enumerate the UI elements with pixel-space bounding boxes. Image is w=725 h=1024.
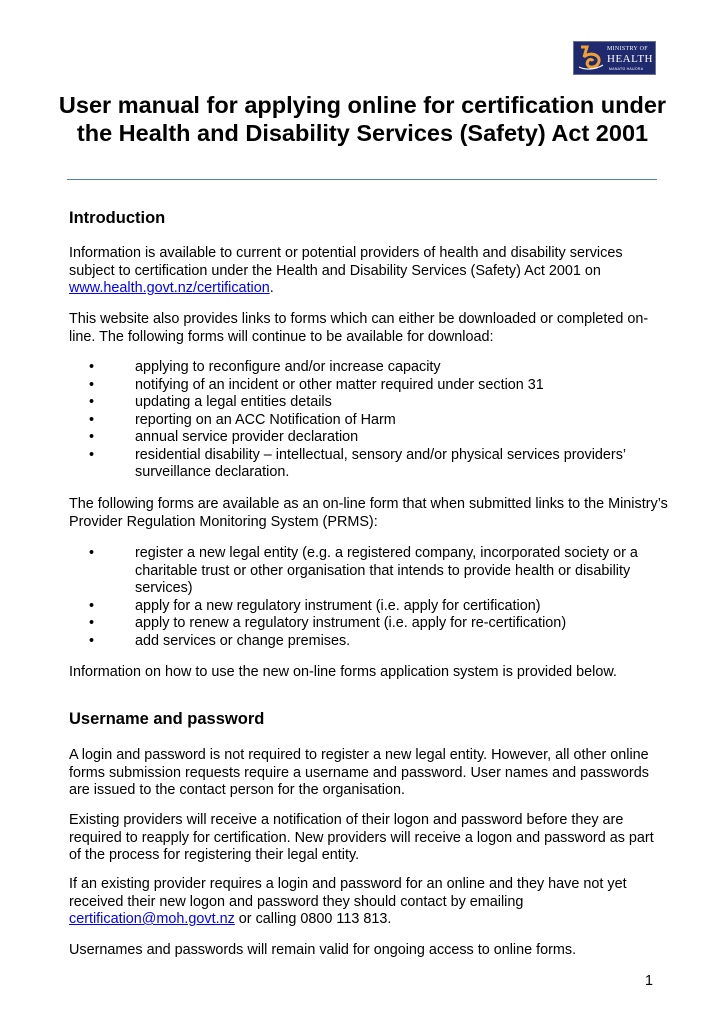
list-item-text: apply to renew a regulatory instrument (i.e. apply for re-certification) [135,615,567,631]
page-number: 1 [645,973,654,989]
intro-paragraph-1-text: Information is available to current or potential providers of health and disability services subject to certification under the Health and Disability Services (Safety) Act 2001 on [69,245,623,279]
username-paragraph-3-text: If an existing provider requires a login and password for an online and they have not yet received their new logon and password they should contact by emailing [69,876,627,910]
certification-email-link[interactable]: certification@moh.govt.nz [69,911,235,927]
username-paragraph-4: Usernames and passwords will remain valid for ongoing access to online forms. [69,942,577,958]
intro-paragraph-3: The following forms are available as an on-line form that when submitted links to the Ministry’s Provider Regulation Monitoring System (PRMS): [69,496,668,530]
list-item-text: applying to reconfigure and/or increase capacity [135,359,441,375]
list-item-text: add services or change premises. [135,632,351,649]
username-paragraph-1: A login and password is not required to register a new legal entity. However, all other online forms submission requests require a username and password. User names and passwords are issued to the contact person for the organisation. [69,747,649,798]
list-item [69,377,669,395]
bullet-icon: • [89,429,95,445]
intro-paragraph-2: This website also provides links to forms which can either be downloaded or completed on-line. The following forms will continue to be available for download: [69,311,649,345]
certification-website-link[interactable]: www.health.govt.nz/certification [69,280,270,296]
list-item-text: notifying of an incident or other matter required under section 31 [135,376,544,393]
bullet-icon: • [89,376,95,393]
list-item-text: reporting on an ACC Notification of Harm [135,411,396,428]
heading-introduction: Introduction [69,209,166,227]
koru-icon [577,45,605,71]
download-forms-list [69,359,669,482]
bullet-icon: • [89,446,95,463]
logo-line-ministry: MINISTRY OF [607,46,648,52]
username-paragraph-3 [69,876,669,929]
list-item-text: annual service provider declaration [135,429,359,445]
list-item [69,394,669,412]
intro-paragraph-1-end: . [269,280,274,296]
bullet-icon: • [89,615,95,631]
online-forms-list [69,545,669,650]
username-paragraph-3-end: or calling 0800 113 813. [234,911,392,927]
logo-line-maori: MANATŪ HAUORA [609,67,644,71]
document-title: User manual for applying online for certification under the Health and Disability Services (Safety) Act 2001 [58,92,667,146]
intro-paragraph-1 [69,245,669,298]
heading-username-password: Username and password [69,710,265,728]
bullet-icon: • [89,597,95,614]
list-item-text: updating a legal entities details [135,394,332,410]
list-item [69,598,669,616]
bullet-icon: • [89,359,95,375]
list-item-text: apply for a new regulatory instrument (i.e. apply for certification) [135,597,541,614]
bullet-icon: • [89,545,95,561]
list-item [69,545,669,598]
title-divider [67,179,657,180]
intro-paragraph-4: Information on how to use the new on-line forms application system is provided below. [69,664,617,680]
ministry-of-health-logo [573,41,656,75]
logo-line-health: HEALTH [607,53,653,65]
list-item-text: residential disability – intellectual, sensory and/or physical services providers’ surveillance declaration. [135,446,626,480]
list-item [69,447,669,482]
bullet-icon: • [89,632,95,649]
bullet-icon: • [89,411,95,428]
list-item [69,412,669,430]
list-item [69,429,669,447]
list-item [69,359,669,377]
list-item-text: register a new legal entity (e.g. a registered company, incorporated society or a charitable trust or other organisation that intends to provide health or disability services) [135,545,638,596]
list-item [69,633,669,651]
list-item [69,615,669,633]
bullet-icon: • [89,394,95,410]
username-paragraph-2: Existing providers will receive a notification of their logon and password before they are required to reapply for certification. New providers will receive a logon and password as part of the process for registering their legal entity. [69,812,654,863]
